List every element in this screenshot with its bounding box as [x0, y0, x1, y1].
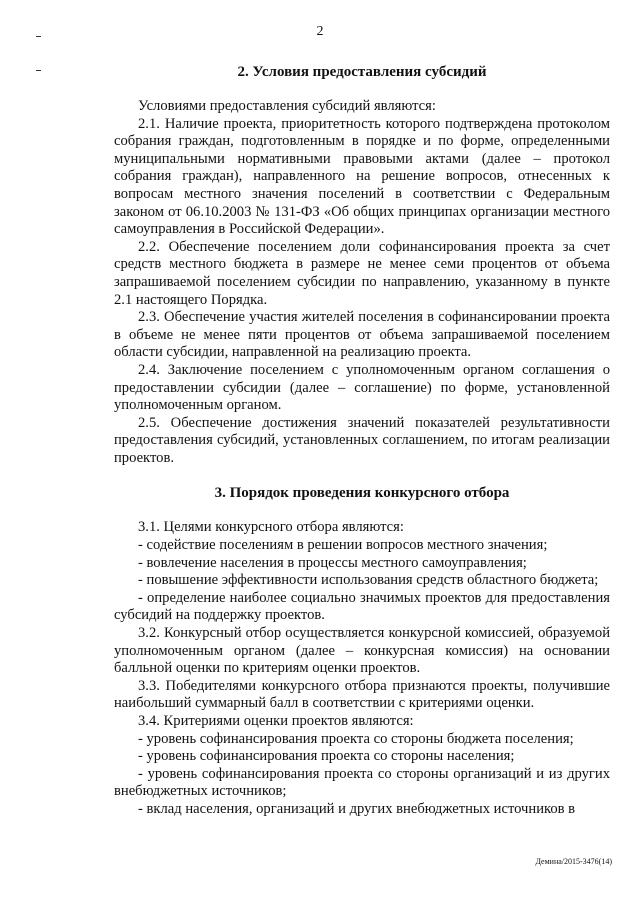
list-item: - уровень софинансирования проекта со стороны бюджета поселения;: [138, 730, 574, 747]
clause-2-2: 2.2. Обеспечение поселением доли софинансирования проекта за счет средств местного бюджета в размере не менее семи процентов от объема запрашиваемой поселением субсидии по направлению, указанному в пункте 2.1 настоящего Порядка.: [114, 238, 610, 308]
scan-mark: [36, 36, 41, 37]
clause-3-3: 3.3. Победителями конкурсного отбора признаются проекты, получившие наибольший суммарный балл в соответствии с критериями оценки.: [114, 677, 610, 712]
clause-3-1: 3.1. Целями конкурсного отбора являются:: [138, 519, 404, 536]
section-2-title: 2. Условия предоставления субсидий: [237, 64, 487, 80]
list-item: - вклад населения, организаций и других внебюджетных источников в: [138, 800, 576, 817]
list-item: - вовлечение населения в процессы местного самоуправления;: [138, 554, 527, 571]
list-item: - содействие поселениям в решении вопросов местного значения;: [138, 537, 548, 554]
spacer: [114, 82, 610, 98]
clause-3-4: 3.4. Критериями оценки проектов являются:: [138, 713, 414, 729]
list-item: - повышение эффективности использования средств областного бюджета;: [138, 572, 599, 589]
clause-3-2: 3.2. Конкурсный отбор осуществляется конкурсной комиссией, образуемой уполномоченным органом (далее – конкурсная комиссия) на основании балльной оценки по критериям оценки проектов.: [114, 625, 610, 677]
scan-mark: [36, 70, 41, 71]
spacer: [114, 503, 610, 519]
clause-2-1: 2.1. Наличие проекта, приоритетность которого подтверждена протоколом собрания граждан, подготовленным в порядке и по форме, определенными муниципальными нормативными правовыми актами (далее – протокол собрания граждан), направленного на решение вопросов, отнесенных к вопросам местного значения поселений в соответствии с Федеральным законом от 06.10.2003 № 131-ФЗ «Об общих принципах организации местного самоуправления в Российской Федерации».: [114, 115, 610, 238]
section-2-intro: Условиями предоставления субсидий являются:: [138, 98, 436, 114]
page-number: 2: [316, 24, 324, 39]
section-3-title: 3. Порядок проведения конкурсного отбора: [214, 485, 510, 502]
list-item: - уровень софинансирования проекта со стороны населения;: [138, 748, 515, 765]
clause-2-5: 2.5. Обеспечение достижения значений показателей результативности предоставления субсидий, установленных соглашением, по итогам реализации проектов.: [114, 414, 610, 466]
list-item: - уровень софинансирования проекта со стороны организаций и из других внебюджетных источников;: [114, 765, 610, 800]
clause-2-4: 2.4. Заключение поселением с уполномоченным органом соглашения о предоставлении субсидии (далее – соглашение) по форме, установленной уполномоченным органом.: [114, 361, 610, 414]
document-body: [114, 62, 610, 819]
clause-2-3: 2.3. Обеспечение участия жителей поселения в софинансировании проекта в объеме не менее пяти процентов от объема запрашиваемой поселением области субсидии, направленной на реализацию проекта.: [114, 309, 610, 361]
document-code: Демина/2015-3476(14): [535, 857, 612, 866]
list-item: - определение наиболее социально значимых проектов для предоставления субсидий на поддержку проектов.: [114, 589, 610, 624]
spacer: [114, 467, 610, 483]
